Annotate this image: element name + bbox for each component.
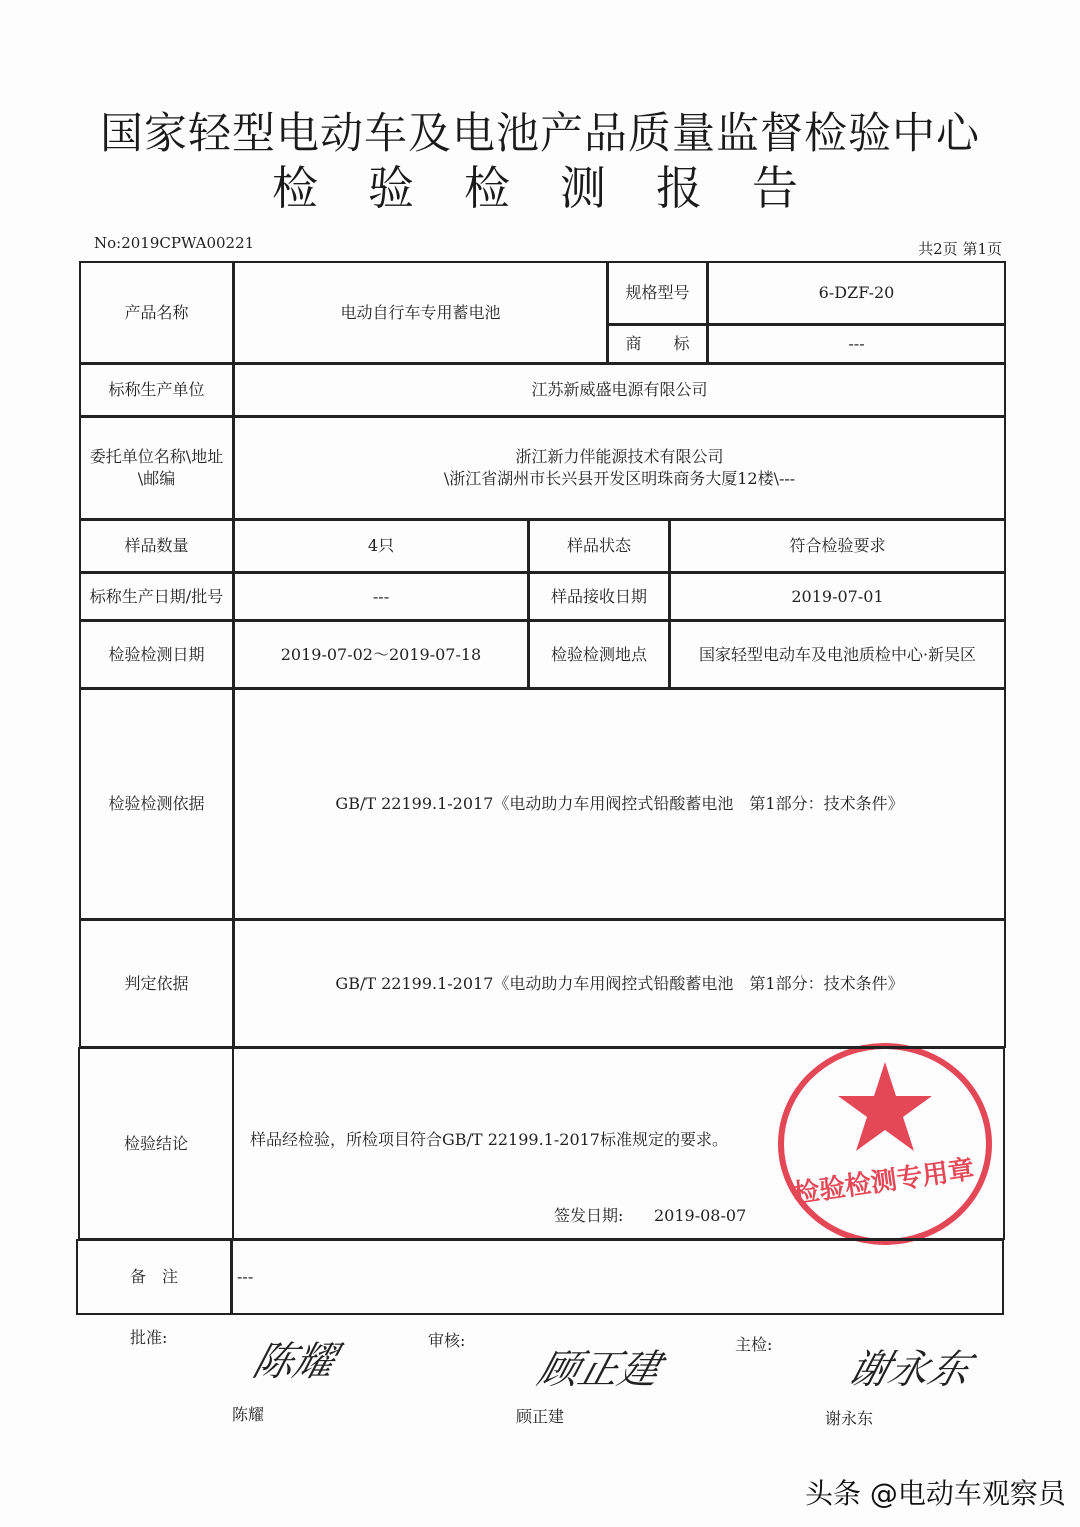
stamp-center-text: 检验检测专用章 — [791, 1154, 977, 1210]
review-name: 顾正建 — [516, 1407, 565, 1426]
issue-date: 2019-08-07 — [654, 1206, 747, 1225]
client-label: 委托单位名称\地址\邮编 — [79, 416, 234, 520]
sample-state: 符合检验要求 — [669, 519, 1006, 573]
conclusion-cell — [232, 1047, 1005, 1240]
inspect-name: 谢永东 — [825, 1409, 874, 1428]
review-signature: 顾正建 — [532, 1347, 666, 1393]
issue-date-label: 签发日期: — [554, 1206, 624, 1225]
report-title: 检验检测报告 — [272, 161, 848, 215]
manufacturer-label: 标称生产单位 — [79, 363, 234, 417]
test-date: 2019-07-02～2019-07-18 — [233, 620, 529, 689]
sample-state-label: 样品状态 — [528, 519, 670, 573]
conclusion-text: 样品经检验，所检项目符合GB/T 22199.1-2017标准规定的要求。 — [250, 1130, 728, 1149]
receive-date-label: 样品接收日期 — [528, 572, 670, 621]
client-address: \浙江省湖州市长兴县开发区明珠商务大厦12楼\--- — [443, 469, 796, 488]
inspect-label: 主检: — [735, 1335, 773, 1354]
conclusion-label: 检验结论 — [78, 1047, 234, 1240]
client-name: 浙江新力伴能源技术有限公司 — [515, 447, 724, 466]
report-org-title: 国家轻型电动车及电池产品质量监督检验中心 — [100, 109, 980, 159]
review-label: 审核: — [428, 1331, 466, 1350]
watermark: 头条 @电动车观察员 — [805, 1477, 1066, 1510]
product-name-label: 产品名称 — [79, 261, 234, 364]
model-label: 规格型号 — [607, 261, 708, 325]
prod-date-label: 标称生产日期/批号 — [79, 572, 234, 621]
model-value: 6-DZF-20 — [707, 261, 1006, 325]
sample-qty: 4只 — [233, 519, 529, 573]
prod-date: --- — [233, 572, 529, 621]
judgement-value: GB/T 22199.1-2017《电动助力车用阀控式铅酸蓄电池 第1部分：技术条件》 — [233, 919, 1006, 1048]
judgement-label: 判定依据 — [79, 919, 234, 1048]
test-place: 国家轻型电动车及电池质检中心·新吴区 — [669, 620, 1006, 689]
approve-name: 陈耀 — [232, 1405, 265, 1424]
trademark-label: 商 标 — [607, 324, 708, 364]
basis-value: GB/T 22199.1-2017《电动助力车用阀控式铅酸蓄电池 第1部分：技术条件》 — [233, 688, 1006, 920]
trademark-value: --- — [707, 324, 1006, 364]
approve-signature: 陈耀 — [247, 1339, 341, 1385]
receive-date: 2019-07-01 — [669, 572, 1006, 621]
remarks-value: --- — [231, 1239, 1004, 1315]
page-info: 共2页 第1页 — [918, 240, 1002, 258]
test-place-label: 检验检测地点 — [528, 620, 670, 689]
basis-label: 检验检测依据 — [79, 688, 234, 920]
sample-qty-label: 样品数量 — [79, 519, 234, 573]
approve-label: 批准: — [130, 1328, 168, 1347]
report-number: No:2019CPWA00221 — [94, 234, 255, 252]
manufacturer-value: 江苏新威盛电源有限公司 — [233, 363, 1006, 417]
remarks-label: 备 注 — [76, 1239, 232, 1315]
client-value — [233, 416, 1006, 520]
test-date-label: 检验检测日期 — [79, 620, 234, 689]
inspect-signature: 谢永东 — [842, 1347, 976, 1393]
product-name: 电动自行车专用蓄电池 — [233, 261, 608, 364]
